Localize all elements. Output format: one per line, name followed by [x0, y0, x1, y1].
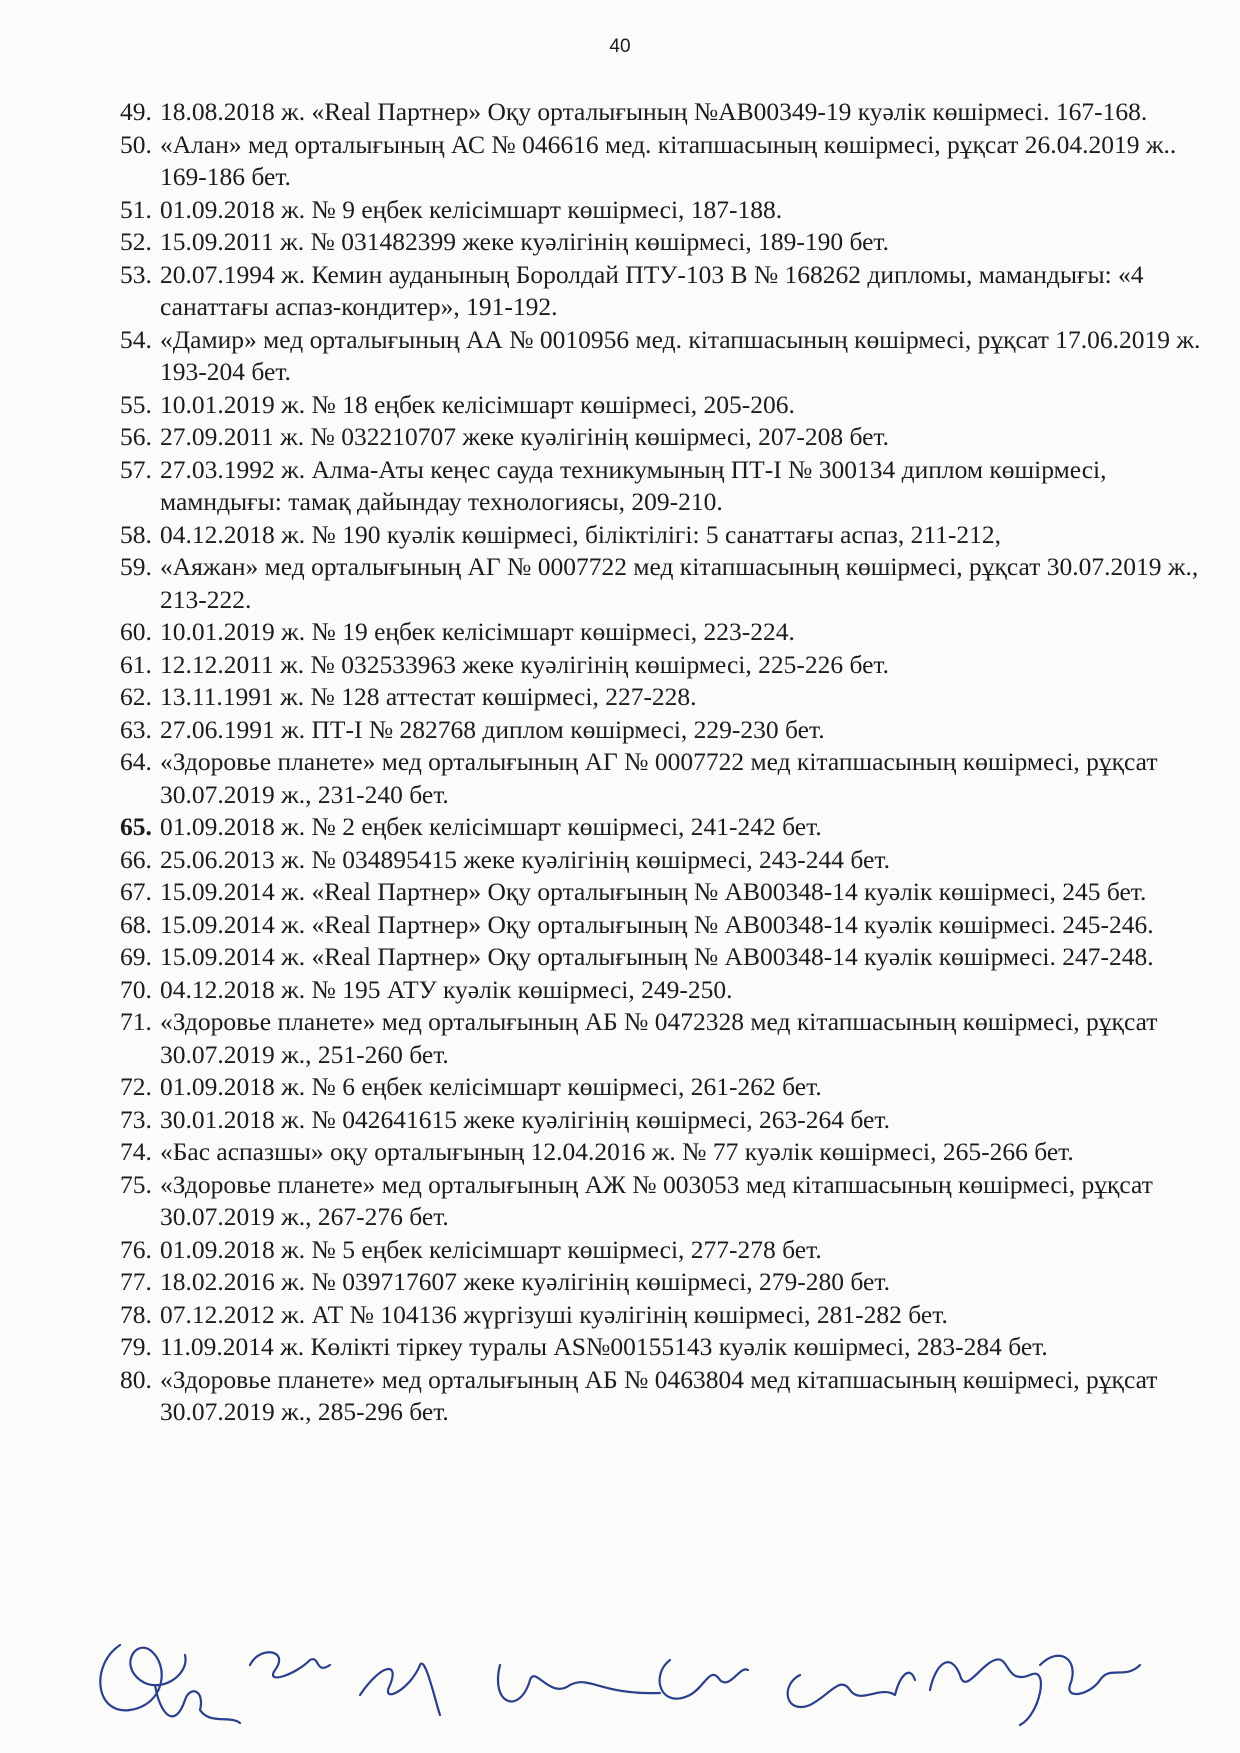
item-text: 18.02.2016 ж. № 039717607 жеке куәлігінің көшірмесі, 279-280 бет. — [160, 1267, 890, 1296]
list-item — [120, 324, 1220, 389]
list-item — [120, 746, 1220, 811]
list-item — [120, 194, 1220, 227]
item-number: 69. — [120, 942, 152, 971]
item-number: 80. — [120, 1364, 152, 1394]
page-number: 40 — [609, 36, 631, 57]
item-number: 74. — [120, 1137, 152, 1166]
list-item — [120, 1364, 1220, 1429]
item-text: 15.09.2014 ж. «Real Партнер» Оқу орталығының № АВ00348-14 куәлік көшірмесі, 245 бет. — [160, 877, 1147, 906]
item-number: 51. — [120, 194, 152, 224]
item-text: 07.12.2012 ж. АТ № 104136 жүргізуші куәлігінің көшірмесі, 281-282 бет. — [160, 1299, 948, 1329]
signature-7 — [788, 1673, 915, 1707]
item-number: 55. — [120, 389, 152, 419]
item-text: 27.03.1992 ж. Алма-Аты кеңес сауда техникумының ПТ-І № 300134 диплом көшірмесі, мамндығы: тамақ дайындау технологиясы, 209-210. — [160, 454, 1107, 516]
item-number: 54. — [120, 324, 152, 354]
item-text: 11.09.2014 ж. Көлікті тіркеу туралы AS№00155143 куәлік көшірмесі, 283-284 бет. — [160, 1332, 1048, 1361]
list-item — [120, 1299, 1220, 1332]
item-number: 76. — [120, 1234, 152, 1264]
list-item — [120, 454, 1220, 519]
item-number: 78. — [120, 1299, 152, 1329]
list-item — [120, 974, 1220, 1007]
item-text: 01.09.2018 ж. № 6 еңбек келісімшарт көшірмесі, 261-262 бет. — [160, 1072, 822, 1101]
signature-9 — [1040, 1656, 1140, 1694]
item-text: 27.09.2011 ж. № 032210707 жеке куәлігінің көшірмесі, 207-208 бет. — [160, 422, 890, 451]
item-text: «Дамир» мед орталығының АА № 0010956 мед. кітапшасының көшірмесі, рұқсат 17.06.2019 ж. 193-204 бет. — [160, 324, 1201, 386]
list-item — [120, 681, 1220, 714]
item-number: 66. — [120, 844, 152, 874]
item-text: 10.01.2019 ж. № 18 еңбек келісімшарт көшірмесі, 205-206. — [160, 389, 795, 419]
item-number: 59. — [120, 552, 152, 581]
item-number: 56. — [120, 422, 152, 451]
list-item — [120, 389, 1220, 422]
item-text: 20.07.1994 ж. Кемин ауданының Боролдай ПТУ-103 В № 168262 дипломы, мамандығы: «4 санаттағы аспаз-кондитер», 191-192. — [160, 259, 1144, 321]
item-text: 15.09.2014 ж. «Real Партнер» Оқу орталығының № АВ00348-14 куәлік көшірмесі. 245-246. — [160, 909, 1154, 939]
item-text: 25.06.2013 ж. № 034895415 жеке куәлігінің көшірмесі, 243-244 бет. — [160, 844, 890, 874]
item-text: 13.11.1991 ж. № 128 аттестат көшірмесі, 227-228. — [160, 682, 697, 711]
item-number: 71. — [120, 1007, 152, 1036]
list-item — [120, 1136, 1220, 1169]
item-number: 63. — [120, 714, 152, 744]
signature-2 — [155, 1685, 240, 1723]
item-text: 04.12.2018 ж. № 195 АТУ куәлік көшірмесі, 249-250. — [160, 974, 733, 1004]
item-text: «Аяжан» мед орталығының АГ № 0007722 мед кітапшасының көшірмесі, рұқсат 30.07.2019 ж., 213-222. — [160, 552, 1199, 614]
item-text: 27.06.1991 ж. ПТ-І № 282768 диплом көшірмесі, 229-230 бет. — [160, 714, 825, 744]
signature-1 — [100, 1645, 185, 1710]
item-text: «Алан» мед орталығының АС № 046616 мед. кітапшасының көшірмесі, рұқсат 26.04.2019 ж.. 169-186 бет. — [160, 129, 1177, 191]
item-text: 15.09.2014 ж. «Real Партнер» Оқу орталығының № АВ00348-14 куәлік көшірмесі. 247-248. — [160, 942, 1154, 971]
item-number: 77. — [120, 1267, 152, 1296]
item-text: «Бас аспазшы» оқу орталығының 12.04.2016 ж. № 77 куәлік көшірмесі, 265-266 бет. — [160, 1137, 1074, 1166]
item-text: 01.09.2018 ж. № 2 еңбек келісімшарт көшірмесі, 241-242 бет. — [160, 812, 822, 841]
signatures-area — [80, 1605, 1220, 1745]
item-number: 79. — [120, 1332, 152, 1361]
item-number: 65. — [120, 812, 152, 841]
list-item — [120, 714, 1220, 747]
item-text: 30.01.2018 ж. № 042641615 жеке куәлігінің көшірмесі, 263-264 бет. — [160, 1104, 890, 1134]
list-item — [120, 226, 1220, 259]
list-item — [120, 1104, 1220, 1137]
item-number: 68. — [120, 909, 152, 939]
item-number: 75. — [120, 1169, 152, 1199]
item-number: 72. — [120, 1072, 152, 1101]
list-item — [120, 844, 1220, 877]
item-text: «Здоровье планете» мед орталығының АЖ № 003053 мед кітапшасының көшірмесі, рұқсат 30.07.2019 ж., 267-276 бет. — [160, 1169, 1153, 1231]
list-item — [120, 941, 1220, 974]
list-item — [120, 1169, 1220, 1234]
item-text: 10.01.2019 ж. № 19 еңбек келісімшарт көшірмесі, 223-224. — [160, 617, 795, 646]
list-item — [120, 129, 1220, 194]
list-item — [120, 616, 1220, 649]
list-item — [120, 1234, 1220, 1267]
item-number: 57. — [120, 454, 152, 484]
item-text: «Здоровье планете» мед орталығының АГ № 0007722 мед кітапшасының көшірмесі, рұқсат 30.07.2019 ж., 231-240 бет. — [160, 747, 1158, 809]
item-text: 12.12.2011 ж. № 032533963 жеке куәлігінің көшірмесі, 225-226 бет. — [160, 649, 890, 679]
list-item — [120, 259, 1220, 324]
item-number: 70. — [120, 974, 152, 1004]
item-number: 64. — [120, 747, 152, 776]
signature-4 — [360, 1664, 440, 1715]
item-number: 53. — [120, 259, 152, 289]
item-text: 18.08.2018 ж. «Real Партнер» Оқу орталығының №АВ00349-19 куәлік көшірмесі. 167-168. — [160, 97, 1148, 126]
item-number: 62. — [120, 682, 152, 711]
item-number: 73. — [120, 1104, 152, 1134]
list-item — [120, 551, 1220, 616]
list-item — [120, 876, 1220, 909]
list-item — [120, 1006, 1220, 1071]
list-item — [120, 811, 1220, 844]
item-text: 01.09.2018 ж. № 5 еңбек келісімшарт көшірмесі, 277-278 бет. — [160, 1234, 822, 1264]
list-item — [120, 649, 1220, 682]
item-text: 04.12.2018 ж. № 190 куәлік көшірмесі, біліктілігі: 5 санаттағы аспаз, 211-212, — [160, 519, 1002, 549]
item-text: 15.09.2011 ж. № 031482399 жеке куәлігінің көшірмесі, 189-190 бет. — [160, 227, 890, 256]
list-item — [120, 1071, 1220, 1104]
item-number: 60. — [120, 617, 152, 646]
list-item — [120, 421, 1220, 454]
item-number: 58. — [120, 519, 152, 549]
item-number: 49. — [120, 97, 152, 126]
signature-3 — [250, 1652, 330, 1677]
item-number: 50. — [120, 129, 152, 159]
list-item — [120, 1331, 1220, 1364]
item-text: «Здоровье планете» мед орталығының АБ № 0463804 мед кітапшасының көшірмесі, рұқсат 30.07.2019 ж., 285-296 бет. — [160, 1364, 1158, 1426]
list-item — [120, 1266, 1220, 1299]
document-list — [120, 96, 1220, 1429]
list-item — [120, 519, 1220, 552]
item-text: 01.09.2018 ж. № 9 еңбек келісімшарт көшірмесі, 187-188. — [160, 194, 783, 224]
item-number: 61. — [120, 649, 152, 679]
signature-8 — [930, 1659, 1041, 1725]
signature-5 — [498, 1665, 660, 1701]
item-number: 67. — [120, 877, 152, 906]
item-text: «Здоровье планете» мед орталығының АБ № 0472328 мед кітапшасының көшірмесі, рұқсат 30.07.2019 ж., 251-260 бет. — [160, 1007, 1158, 1069]
list-item — [120, 909, 1220, 942]
signature-6 — [660, 1660, 748, 1699]
list-item — [120, 96, 1220, 129]
item-number: 52. — [120, 227, 152, 256]
